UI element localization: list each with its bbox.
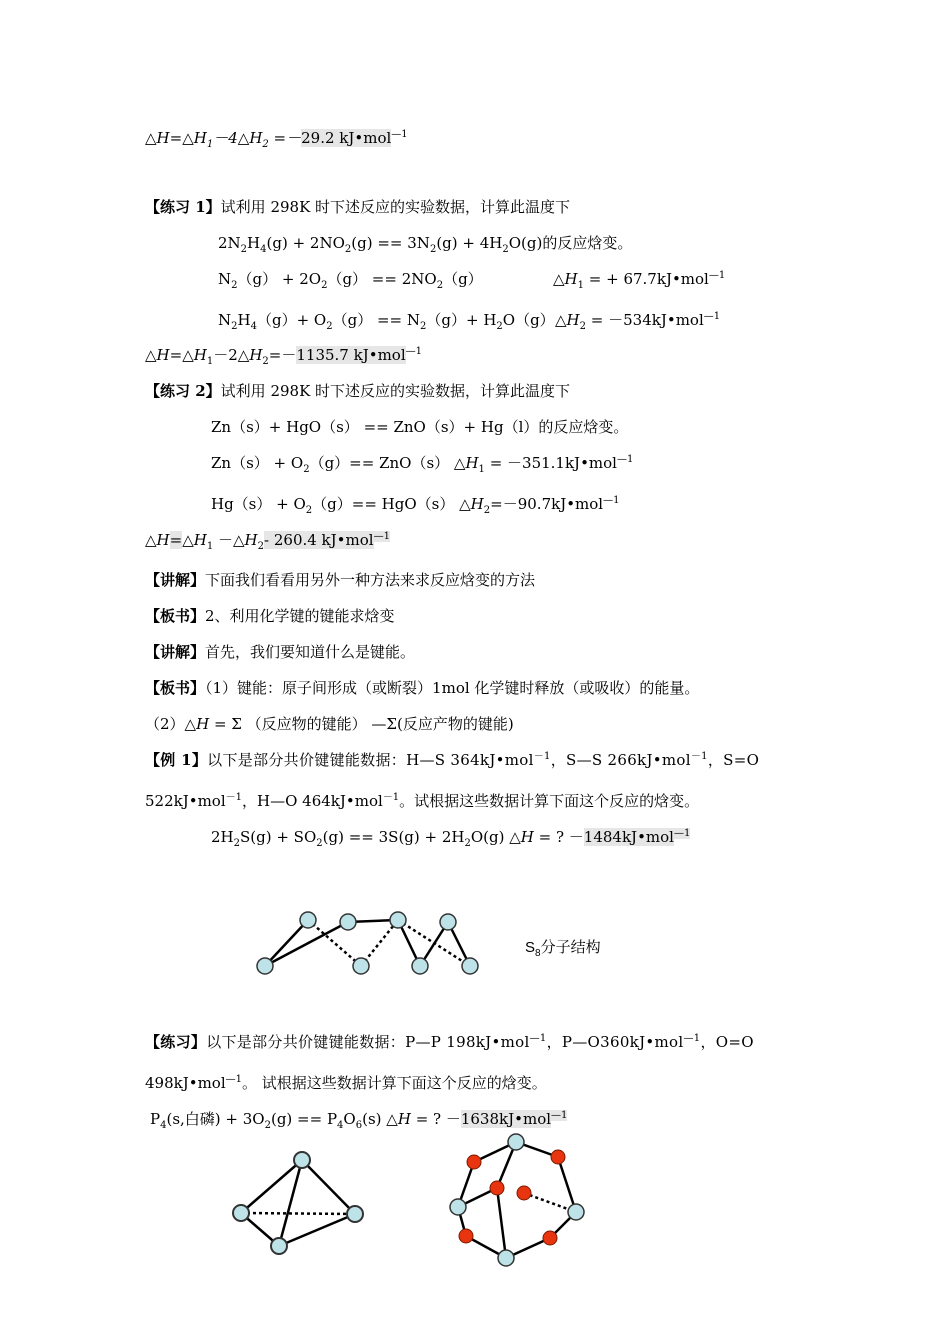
tag: 【例 1】 xyxy=(145,751,208,769)
tag: 【讲解】 xyxy=(145,571,206,589)
example-1-reaction: $2H_2S(g) + SO_2(g) == 3S(g) + 2H_2O(g)$ △H = ? －1484kJ•mol$^{—1}$ xyxy=(211,828,691,849)
lecture-text: 首先，我们要知道什么是键能。 xyxy=(205,643,416,661)
answer-highlight: 29.2 kJ•mol xyxy=(301,129,392,147)
exercise-1-reaction-1: $N_2(g) + 2O_2(g) == 2NO_2(g)$ xyxy=(218,270,483,291)
exercise-2-reaction-2: $Hg(s) + O_2(g)== HgO(s)$ $\triangle H_2=-90.7kJ•mol^{—1}$ xyxy=(211,495,620,516)
phosphorus-atom xyxy=(294,1152,310,1168)
phosphorus-atom xyxy=(347,1206,363,1222)
lecture-text: 下面我们看看用另外一种方法来求反应焓变的方法 xyxy=(205,571,536,589)
oxygen-atom xyxy=(459,1229,473,1243)
exercise-tag: 【练习 1】 xyxy=(145,198,221,216)
exercise-2-result: $\triangle H=\triangle H_1$ $-\triangle H_2-$ 260.4 kJ•mol$^{—1}$ xyxy=(145,531,390,552)
sulfur-atom xyxy=(257,958,273,974)
phosphorus-atom xyxy=(271,1238,287,1254)
s8-structure xyxy=(265,920,470,966)
tag: 【板书】 xyxy=(145,607,206,625)
example-1-text-2: 522kJ•mol$^{-1}$，H—O 464kJ•mol$^{-1}$。试根据这些数据计算下面这个反应的焓变。 xyxy=(145,792,700,810)
sulfur-atom xyxy=(300,912,316,928)
exercise-text: 试利用 298K 时下述反应的实验数据，计算此温度下 xyxy=(220,382,571,400)
tag: 【练习】 xyxy=(145,1033,207,1051)
exercise-3-reaction: $P_4(s$,白磷) + $3O_2(g) == P_4O_6(s)$ △H = ? －1638kJ•mol$^{—1}$ xyxy=(150,1110,568,1131)
answer-highlight: 1484kJ•mol xyxy=(583,828,674,846)
p4-structure xyxy=(241,1160,355,1246)
phosphorus-atom xyxy=(498,1250,514,1266)
exercise-text: 试利用 298K 时下述反应的实验数据，计算此温度下 xyxy=(220,198,571,216)
oxygen-atom xyxy=(467,1155,481,1169)
sulfur-atom xyxy=(340,914,356,930)
s8-label: $S_8$分子结构 xyxy=(525,939,601,959)
sulfur-atom xyxy=(412,958,428,974)
exercise-1-dh-2: $\triangle H_2$ = －534kJ•mol$^{—1}$ xyxy=(555,311,721,332)
exercise-3-heading: 【练习】以下是部分共价键键能数据：P—P 198kJ•mol$^{—1}$，P—O360kJ•mol$^{—1}$，O=O xyxy=(145,1033,754,1051)
superscript: —1 xyxy=(391,129,408,140)
formula: （2）△H = Σ （反应物的键能） —Σ(反应产物的键能) xyxy=(145,715,514,733)
exercise-1-target: $2N_2H_4(g) + 2NO_2(g) == 3N_2(g) + 4H_2O(g)$的反应焓变。 xyxy=(218,234,633,255)
sulfur-atom xyxy=(462,958,478,974)
delta-h-expression: $\triangle H=\triangle H_1-4\triangle H_2$ =－ xyxy=(145,129,302,150)
oxygen-atom xyxy=(517,1186,531,1200)
exercise-1-reaction-2: $N_2H_4(g)+ O_2(g) == N_2(g)+ H_2O(g)$ xyxy=(218,311,555,332)
answer-highlight: 1638kJ•mol xyxy=(460,1110,552,1128)
oxygen-atom xyxy=(551,1150,565,1164)
tag: 【讲解】 xyxy=(145,643,206,661)
answer-highlight: - 260.4 kJ•mol xyxy=(264,531,374,549)
exercise-3-text-2: 498kJ•mol$^{—1}$。 试根据这些数据计算下面这个反应的焓变。 xyxy=(145,1074,547,1092)
exercise-tag: 【练习 2】 xyxy=(145,382,221,400)
exercise-1-dh-1: $\triangle H_1$ = + 67.7kJ•mol$^{—1}$ xyxy=(553,270,726,291)
phosphorus-atom xyxy=(568,1204,584,1220)
tag: 【板书】 xyxy=(145,679,206,697)
phosphorus-atom xyxy=(450,1199,466,1215)
sulfur-atom xyxy=(440,914,456,930)
phosphorus-atom xyxy=(508,1134,524,1150)
sulfur-atom xyxy=(390,912,406,928)
sulfur-atom xyxy=(353,958,369,974)
exercise-2-reaction-1: $Zn(s) + O_2(g)== ZnO(s)$ $\triangle H_1$ = －351.1kJ•mol$^{—1}$ xyxy=(211,454,634,475)
example-1-heading: 【例 1】以下是部分共价键键能数据：H—S 364kJ•mol$^{-1}$，S—S 266kJ•mol$^{-1}$，S=O xyxy=(145,751,760,769)
answer-highlight: 1135.7 kJ•mol xyxy=(296,346,406,364)
oxygen-atom xyxy=(543,1231,557,1245)
board-text: （1）键能：原子间形成（或断裂）1mol 化学键时释放（或吸收）的能量。 xyxy=(205,679,700,697)
exercise-2-target: Zn（s）+ HgO（s） == ZnO（s）+ Hg（l）的反应焓变。 xyxy=(211,418,629,436)
board-text: 2、利用化学键的键能求焓变 xyxy=(205,607,395,625)
phosphorus-atom xyxy=(233,1205,249,1221)
exercise-1-result: $\triangle H=\triangle H_1-2\triangle H_2=-1135.7$ kJ•mol$^{—1}$ xyxy=(145,346,422,367)
oxygen-atom xyxy=(490,1181,504,1195)
